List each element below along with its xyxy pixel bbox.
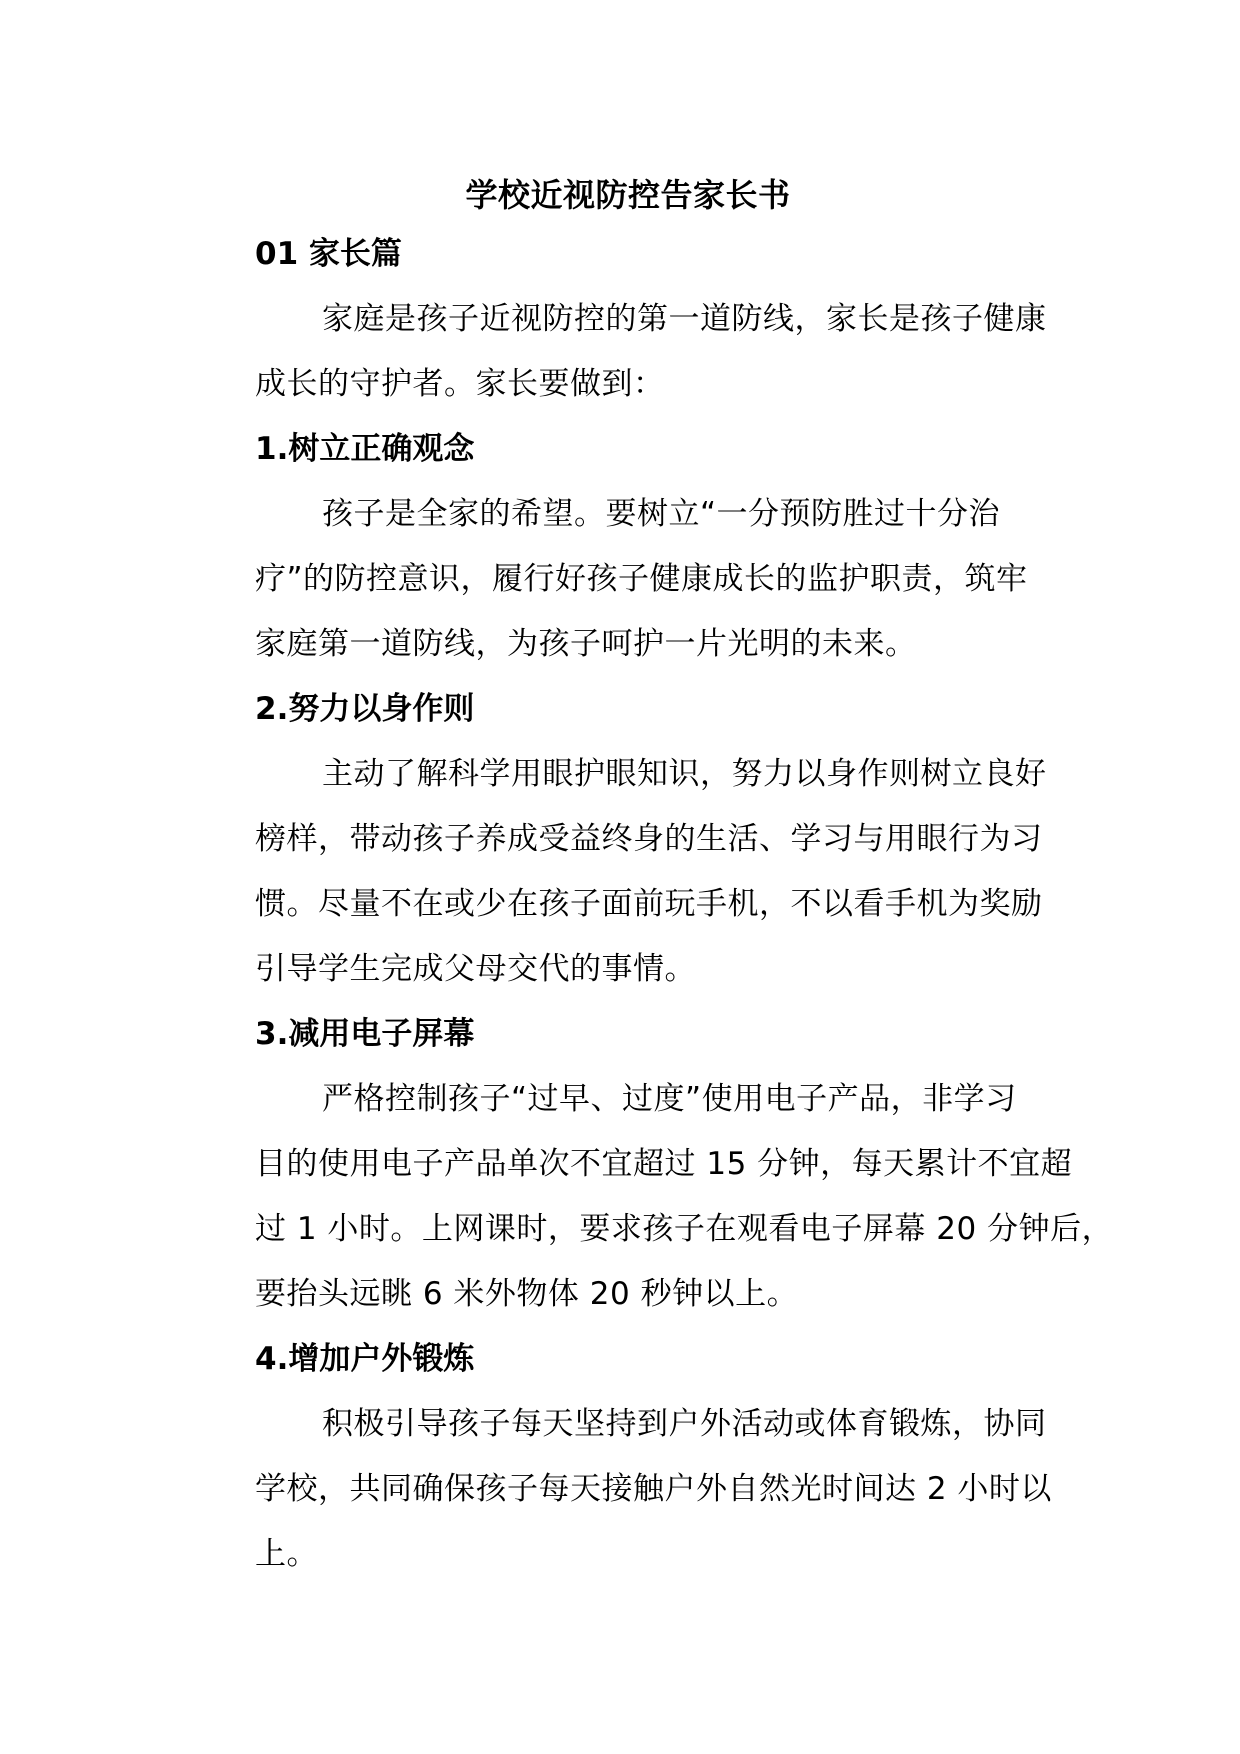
paragraph-line: 学校，共同确保孩子每天接触户外自然光时间达 2 小时以 — [255, 1471, 1052, 1507]
item-paragraph-4 — [188, 1392, 1068, 1587]
paragraph-line: 过 1 小时。上网课时，要求孩子在观看电子屏幕 20 分钟后， — [255, 1211, 1114, 1247]
paragraph-line: 要抬头远眺 6 米外物体 20 秒钟以上。 — [255, 1276, 799, 1312]
document-page — [188, 168, 1114, 1587]
paragraph-line: 上。 — [255, 1536, 318, 1572]
item-paragraph-2 — [188, 742, 1068, 1002]
paragraph-line: 家庭第一道防线，为孩子呵护一片光明的未来。 — [255, 626, 917, 662]
item-paragraph-1 — [188, 482, 1068, 677]
paragraph-line: 孩子是全家的希望。要树立“一分预防胜过十分治 — [322, 496, 1001, 532]
paragraph-line: 惯。尽量不在或少在孩子面前玩手机，不以看手机为奖励 — [255, 886, 1043, 922]
intro-paragraph — [188, 287, 1068, 417]
paragraph-line: 目的使用电子产品单次不宜超过 15 分钟，每天累计不宜超 — [255, 1146, 1073, 1182]
item-heading-1: 1.树立正确观念 — [255, 431, 475, 467]
section-heading: 01 家长篇 — [255, 236, 402, 272]
item-paragraph-3 — [188, 1067, 1114, 1327]
intro-line: 成长的守护者。家长要做到： — [255, 366, 665, 402]
item-heading-4: 4.增加户外锻炼 — [255, 1341, 475, 1377]
paragraph-line: 疗”的防控意识，履行好孩子健康成长的监护职责，筑牢 — [255, 561, 1028, 597]
paragraph-line: 引导学生完成父母交代的事情。 — [255, 951, 696, 987]
document-title: 学校近视防控告家长书 — [465, 176, 791, 214]
intro-line: 家庭是孩子近视防控的第一道防线，家长是孩子健康 — [322, 301, 1047, 337]
item-heading-3: 3.减用电子屏幕 — [255, 1016, 475, 1052]
paragraph-line: 严格控制孩子“过早、过度”使用电子产品，非学习 — [322, 1081, 1017, 1117]
item-heading-2: 2.努力以身作则 — [255, 691, 475, 727]
paragraph-line: 主动了解科学用眼护眼知识，努力以身作则树立良好 — [322, 756, 1047, 792]
paragraph-line: 榜样，带动孩子养成受益终身的生活、学习与用眼行为习 — [255, 821, 1043, 857]
paragraph-line: 积极引导孩子每天坚持到户外活动或体育锻炼，协同 — [322, 1406, 1047, 1442]
